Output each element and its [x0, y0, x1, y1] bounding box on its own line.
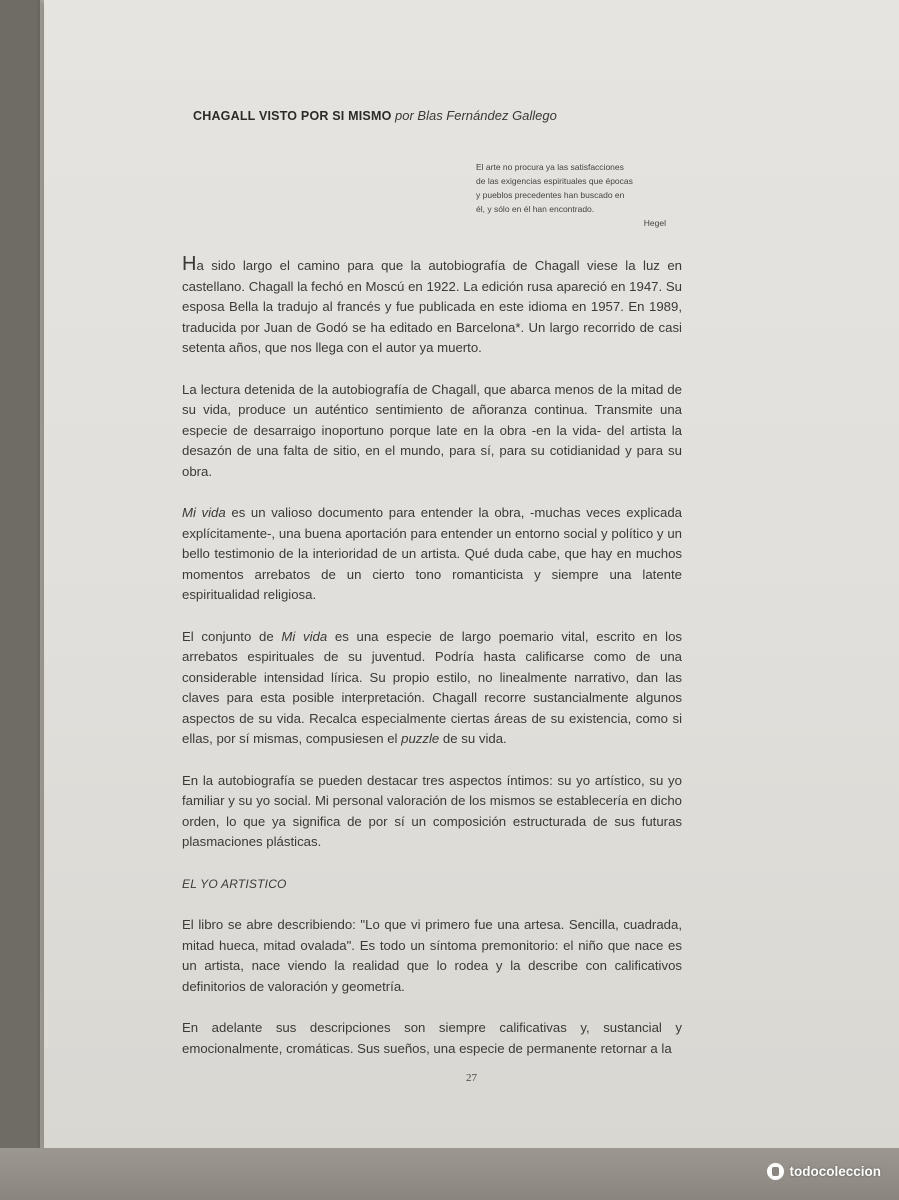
puzzle-italic: puzzle	[401, 731, 440, 746]
book-title-italic: Mi vida	[281, 628, 328, 644]
article-body	[182, 253, 682, 1080]
paragraph-4: El conjunto de Mi vida es una especie de largo poemario vital, escrito en los arrebatos espirituales de su juventud. Podría hasta calificarse como de una considerable intensidad lírica. Su propio estilo, no linealmente narrativo, dan las claves para esta posible interpretación. Chagall recorre sustancialmente algunos aspectos de su vida. Recalca especialmente ciertas áreas de su existencia, como si ellas, por sí mismas, compusiesen el puzzle de su vida.	[182, 628, 682, 746]
epigraph-line: y pueblos precedentes han buscado en	[476, 190, 625, 200]
paragraph-2: La lectura detenida de la autobiografía de Chagall, que abarca menos de la mitad de su vida, produce un auténtico sentimiento de añoranza continua. Transmite una especie de desarraigo inoportuno porque late en la obra -en la vida- del artista la desazón de una falta de sitio, en el mundo, para sí, para su cotidianidad y para su obra.	[182, 381, 682, 479]
background-surface	[0, 1148, 899, 1200]
logo-icon	[767, 1163, 784, 1180]
drop-cap: H	[182, 253, 197, 275]
article-header	[193, 108, 753, 123]
page-number: 27	[466, 1072, 477, 1084]
paragraph-7: En adelante sus descripciones son siempre calificativas y, sustancial y emocionalmente, cromáticas. Sus sueños, una especie de permanente retornar a la	[182, 1020, 682, 1056]
section-heading: EL YO ARTISTICO	[182, 876, 287, 891]
article-byline: por Blas Fernández Gallego	[395, 108, 557, 123]
epigraph-line: de las exigencias espirituales que épocas	[476, 176, 633, 186]
epigraph	[476, 160, 676, 230]
article-title: CHAGALL VISTO POR SI MISMO	[193, 109, 392, 123]
watermark	[767, 1163, 881, 1180]
watermark-text: todocoleccion	[789, 1164, 881, 1179]
paragraph-3: Mi vida es un valioso documento para entender la obra, -muchas veces explicada explícitamente-, una buena aportación para entender un entorno social y político y un bello testimonio de la interioridad de un artista. Qué duda cabe, que hay en muchos momentos arrebatos de un cierto tono romanticista y siempre una latente espiritualidad religiosa.	[182, 505, 682, 602]
paragraph-5: En la autobiografía se pueden destacar tres aspectos íntimos: su yo artístico, su yo familiar y su yo social. Mi personal valoración de los mismos se establecería en dicho orden, lo que ya significa de por sí un composición estructurada de sus futuras plasmaciones plásticas.	[182, 772, 682, 849]
paragraph-6: El libro se abre describiendo: "Lo que vi primero fue una artesa. Sencilla, cuadrada, mitad hueca, mitad ovalada". Es todo un síntoma premonitorio: el niño que nace es un artista, nace viendo la realidad que lo rodea y la describe con calificativos definitorios de valoración y geometría.	[182, 917, 682, 994]
paragraph-1: Ha sido largo el camino para que la autobiografía de Chagall viese la luz en castellano. Chagall la fechó en Moscú en 1922. La edición rusa apareció en 1947. Su esposa Bella la tradujo al francés y fue publicada en este idioma en 1957. En 1989, traducida por Juan de Godó se ha editado en Barcelona*. Un largo recorrido de casi setenta años, que nos llega con el autor ya muerto.	[182, 253, 682, 355]
epigraph-line: él, y sólo en él han encontrado.	[476, 204, 595, 214]
epigraph-line: El arte no procura ya las satisfacciones	[476, 162, 624, 172]
epigraph-author: Hegel	[643, 218, 666, 228]
book-title-italic: Mi vida	[182, 505, 226, 520]
